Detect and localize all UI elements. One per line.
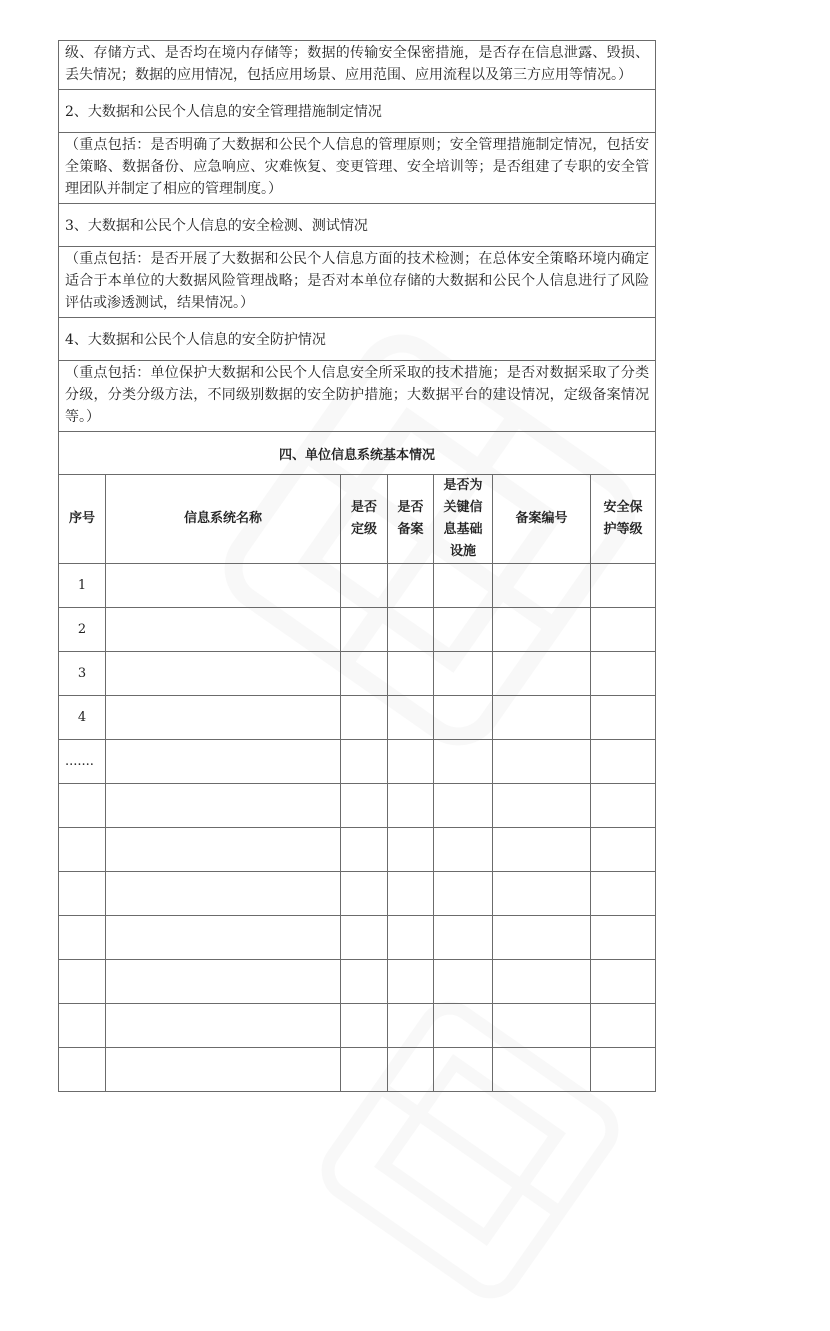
table-row	[59, 916, 656, 960]
cell-seq	[59, 872, 106, 916]
cell-critical[interactable]	[434, 916, 493, 960]
cell-filed[interactable]	[388, 564, 434, 608]
table-row	[59, 652, 656, 696]
cell-protection-level[interactable]	[591, 696, 656, 740]
item-detail-row	[59, 247, 656, 318]
cell-filing-number[interactable]	[493, 564, 591, 608]
cell-filed[interactable]	[388, 1048, 434, 1092]
cell-filed[interactable]	[388, 960, 434, 1004]
table-row	[59, 784, 656, 828]
table-row	[59, 608, 656, 652]
cell-seq	[59, 1004, 106, 1048]
cell-system-name[interactable]	[106, 740, 341, 784]
cell-filing-number[interactable]	[493, 916, 591, 960]
cell-filed[interactable]	[388, 1004, 434, 1048]
cell-filed[interactable]	[388, 916, 434, 960]
cell-graded[interactable]	[341, 1004, 388, 1048]
cell-critical[interactable]	[434, 652, 493, 696]
cell-system-name[interactable]	[106, 872, 341, 916]
cell-seq	[59, 916, 106, 960]
item-detail-text: （重点包括：是否开展了大数据和公民个人信息方面的技术检测；在总体安全策略环境内确定适合于本单位的大数据风险管理战略；是否对本单位存储的大数据和公民个人信息进行了风险评估或渗透测试，结果情况。）	[59, 247, 656, 318]
table-row	[59, 1004, 656, 1048]
cell-filing-number[interactable]	[493, 784, 591, 828]
cell-filing-number[interactable]	[493, 960, 591, 1004]
item-heading: 2、大数据和公民个人信息的安全管理措施制定情况	[59, 90, 656, 133]
cell-seq	[59, 960, 106, 1004]
cell-protection-level[interactable]	[591, 740, 656, 784]
cell-seq: 3	[59, 652, 106, 696]
table-row	[59, 696, 656, 740]
cell-filed[interactable]	[388, 696, 434, 740]
cell-system-name[interactable]	[106, 960, 341, 1004]
cell-filing-number[interactable]	[493, 608, 591, 652]
cell-protection-level[interactable]	[591, 652, 656, 696]
table-row	[59, 960, 656, 1004]
header-protection-level: 安全保 护等级	[591, 475, 656, 564]
cell-filing-number[interactable]	[493, 740, 591, 784]
table-row	[59, 564, 656, 608]
cell-protection-level[interactable]	[591, 784, 656, 828]
cell-protection-level[interactable]	[591, 608, 656, 652]
cell-graded[interactable]	[341, 1048, 388, 1092]
cell-graded[interactable]	[341, 916, 388, 960]
cell-critical[interactable]	[434, 564, 493, 608]
cell-system-name[interactable]	[106, 916, 341, 960]
section4-title: 四、单位信息系统基本情况	[59, 432, 656, 475]
cell-graded[interactable]	[341, 564, 388, 608]
cell-filing-number[interactable]	[493, 652, 591, 696]
cell-protection-level[interactable]	[591, 872, 656, 916]
cell-seq: 4	[59, 696, 106, 740]
cell-critical[interactable]	[434, 1048, 493, 1092]
table-header-row	[59, 475, 656, 564]
item-detail-text: （重点包括：是否明确了大数据和公民个人信息的管理原则；安全管理措施制定情况，包括安全策略、数据备份、应急响应、灾难恢复、变更管理、安全培训等；是否组建了专职的安全管理团队并制定了相应的管理制度。）	[59, 133, 656, 204]
cell-graded[interactable]	[341, 696, 388, 740]
cell-protection-level[interactable]	[591, 564, 656, 608]
cell-system-name[interactable]	[106, 784, 341, 828]
system-table-body	[59, 564, 656, 1092]
table-row	[59, 1048, 656, 1092]
cell-protection-level[interactable]	[591, 828, 656, 872]
cell-system-name[interactable]	[106, 1048, 341, 1092]
table-row	[59, 740, 656, 784]
cell-filed[interactable]	[388, 652, 434, 696]
cell-filed[interactable]	[388, 784, 434, 828]
cell-filed[interactable]	[388, 740, 434, 784]
cell-graded[interactable]	[341, 872, 388, 916]
table-row	[59, 828, 656, 872]
cell-protection-level[interactable]	[591, 1004, 656, 1048]
item-heading-row	[59, 318, 656, 361]
cell-system-name[interactable]	[106, 564, 341, 608]
document-table	[58, 40, 656, 1092]
cell-protection-level[interactable]	[591, 960, 656, 1004]
section3-tail-text: 级、存储方式、是否均在境内存储等；数据的传输安全保密措施，是否存在信息泄露、毁损、丢失情况；数据的应用情况，包括应用场景、应用范围、应用流程以及第三方应用等情况。）	[59, 41, 656, 90]
item-heading-row	[59, 90, 656, 133]
cell-seq	[59, 828, 106, 872]
cell-critical[interactable]	[434, 1004, 493, 1048]
item-heading: 4、大数据和公民个人信息的安全防护情况	[59, 318, 656, 361]
cell-filed[interactable]	[388, 872, 434, 916]
cell-critical[interactable]	[434, 784, 493, 828]
cell-critical[interactable]	[434, 740, 493, 784]
item-heading-row	[59, 204, 656, 247]
cell-critical[interactable]	[434, 828, 493, 872]
cell-system-name[interactable]	[106, 1004, 341, 1048]
cell-filing-number[interactable]	[493, 872, 591, 916]
cell-graded[interactable]	[341, 740, 388, 784]
header-filing-number: 备案编号	[493, 475, 591, 564]
cell-protection-level[interactable]	[591, 1048, 656, 1092]
cell-seq: 1	[59, 564, 106, 608]
header-system-name: 信息系统名称	[106, 475, 341, 564]
item-detail-row	[59, 133, 656, 204]
header-filed: 是否 备案	[388, 475, 434, 564]
section3-tail-row	[59, 41, 656, 90]
cell-critical[interactable]	[434, 960, 493, 1004]
section4-title-row	[59, 432, 656, 475]
cell-seq: .......	[59, 740, 106, 784]
cell-filed[interactable]	[388, 828, 434, 872]
cell-filing-number[interactable]	[493, 1048, 591, 1092]
cell-system-name[interactable]	[106, 696, 341, 740]
cell-critical[interactable]	[434, 696, 493, 740]
cell-graded[interactable]	[341, 828, 388, 872]
cell-filing-number[interactable]	[493, 828, 591, 872]
cell-graded[interactable]	[341, 608, 388, 652]
header-graded: 是否 定级	[341, 475, 388, 564]
cell-graded[interactable]	[341, 784, 388, 828]
cell-seq	[59, 784, 106, 828]
cell-seq	[59, 1048, 106, 1092]
item-heading: 3、大数据和公民个人信息的安全检测、测试情况	[59, 204, 656, 247]
cell-filing-number[interactable]	[493, 696, 591, 740]
cell-graded[interactable]	[341, 652, 388, 696]
cell-protection-level[interactable]	[591, 916, 656, 960]
cell-seq: 2	[59, 608, 106, 652]
item-detail-row	[59, 361, 656, 432]
cell-system-name[interactable]	[106, 652, 341, 696]
item-detail-text: （重点包括：单位保护大数据和公民个人信息安全所采取的技术措施；是否对数据采取了分类分级，分类分级方法，不同级别数据的安全防护措施；大数据平台的建设情况，定级备案情况等。）	[59, 361, 656, 432]
cell-critical[interactable]	[434, 872, 493, 916]
table-row	[59, 872, 656, 916]
cell-graded[interactable]	[341, 960, 388, 1004]
cell-critical[interactable]	[434, 608, 493, 652]
cell-filing-number[interactable]	[493, 1004, 591, 1048]
header-seq: 序号	[59, 475, 106, 564]
cell-filed[interactable]	[388, 608, 434, 652]
cell-system-name[interactable]	[106, 828, 341, 872]
header-critical-infrastructure: 是否为 关键信 息基础 设施	[434, 475, 493, 564]
cell-system-name[interactable]	[106, 608, 341, 652]
